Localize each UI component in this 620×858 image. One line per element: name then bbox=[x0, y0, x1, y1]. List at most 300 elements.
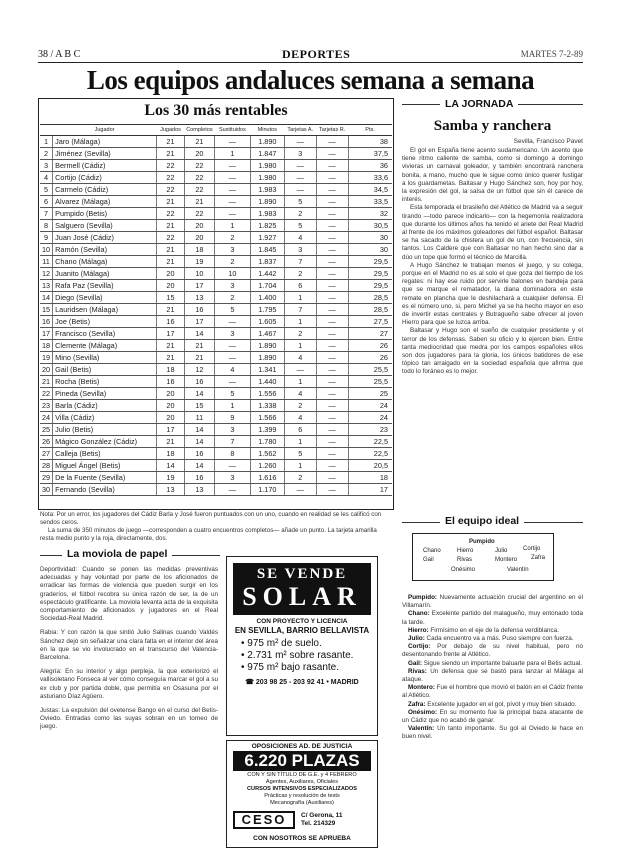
table-cell: — bbox=[284, 160, 316, 172]
table-cell: 17 bbox=[157, 424, 185, 436]
table-cell: 30 bbox=[348, 244, 392, 256]
table-cell: 22 bbox=[157, 160, 185, 172]
table-cell: — bbox=[316, 196, 348, 208]
ad-op-logo: CESO bbox=[233, 811, 295, 829]
ideal-r3-3: Zafra bbox=[531, 555, 546, 561]
table-cell: 1 bbox=[284, 292, 316, 304]
table-cell: — bbox=[316, 412, 348, 424]
table-row bbox=[40, 328, 392, 340]
jornada-p3: A Hugo Sánchez le trabajan menos el juego, y su colega, porque en el Madrid no es al solo el que goza del tiempo de los regates: ni hay ese ruido por servirle balones en bandeja para que se marque el rematador, la diana dominadora en este remate en plancha que le deshilachará a cualquier defensa. El es el número uno, si, pero Michel ya se ha hecho mayor en eso de invertir estas centrales y Butragueño sabe ofrecer al joven Hierro para que se luzca arriba. bbox=[402, 261, 583, 327]
table-cell: 3 bbox=[284, 148, 316, 160]
table-cell: 1.890 bbox=[250, 352, 284, 364]
table-cell: 9 bbox=[40, 232, 53, 244]
table-cell: — bbox=[214, 376, 250, 388]
table-cell: 3 bbox=[214, 424, 250, 436]
ad-solar-item1: • 975 m² de suelo. bbox=[241, 638, 322, 649]
table-cell: 29,5 bbox=[348, 256, 392, 268]
ideal-r4-0: Onésimo bbox=[451, 567, 476, 573]
table-cell: 4 bbox=[214, 364, 250, 376]
table-row bbox=[40, 256, 392, 268]
table-row bbox=[40, 448, 392, 460]
table-cell: 30,5 bbox=[348, 220, 392, 232]
table-cell: Jiménez (Sevilla) bbox=[53, 148, 157, 160]
ideal-comment-text: Excelente partido del malagueño, muy entonado toda la tarde. bbox=[402, 610, 583, 626]
table-row bbox=[40, 244, 392, 256]
table-cell: 24 bbox=[348, 412, 392, 424]
col-played: Jugados bbox=[157, 125, 185, 136]
ranking-header-row bbox=[40, 125, 392, 136]
table-cell: 13 bbox=[157, 484, 185, 496]
table-cell: 25 bbox=[40, 424, 53, 436]
table-cell: Juan José (Cádiz) bbox=[53, 232, 157, 244]
table-cell: — bbox=[284, 484, 316, 496]
table-row bbox=[40, 304, 392, 316]
ideal-comment-text: Sigue siendo un importante baluarte para el Betis actual. bbox=[422, 659, 582, 667]
ideal-comment-text: Excelente jugador en el gol, pívot y muy bien situado. bbox=[425, 700, 577, 708]
moviola-p1: Deportividad: Cuando se ponen las medidas preventivas adecuadas y hay voluntad por parte de los aficionados de erradicar las formas de violencia que pueden surgir en los graderíos, el fútbol recobra su única razón de ser, la de un espectáculo gratificante. La moviola levanta acta de la exquisita comportamiento de aficionados y jugadores en el Real Sociedad-Real Madrid. bbox=[40, 566, 218, 623]
ranking-table bbox=[40, 124, 392, 496]
table-row bbox=[40, 184, 392, 196]
table-cell: 12 bbox=[40, 268, 53, 280]
table-cell: 14 bbox=[40, 292, 53, 304]
table-cell: — bbox=[316, 388, 348, 400]
table-cell: 1.837 bbox=[250, 256, 284, 268]
table-cell: 13 bbox=[184, 484, 214, 496]
table-cell: 20 bbox=[184, 232, 214, 244]
ideal-comment-player: Chano: bbox=[408, 610, 430, 618]
table-cell: 1.780 bbox=[250, 436, 284, 448]
table-cell: 5 bbox=[284, 220, 316, 232]
ideal-comment bbox=[402, 643, 583, 659]
table-cell: 21 bbox=[157, 244, 185, 256]
table-cell: 4 bbox=[284, 388, 316, 400]
table-cell: 17 bbox=[184, 316, 214, 328]
table-cell: 5 bbox=[284, 448, 316, 460]
table-cell: 1 bbox=[214, 400, 250, 412]
table-cell: 1.399 bbox=[250, 424, 284, 436]
ideal-comment bbox=[402, 635, 583, 643]
table-cell: Mágico González (Cádiz) bbox=[53, 436, 157, 448]
table-cell: — bbox=[316, 280, 348, 292]
ideal-comment bbox=[402, 725, 583, 741]
table-cell: Cortijo (Cádiz) bbox=[53, 172, 157, 184]
table-cell: 2 bbox=[284, 208, 316, 220]
table-cell: 20 bbox=[157, 412, 185, 424]
table-cell: 21 bbox=[157, 148, 185, 160]
ideal-r2-1: Hierro bbox=[457, 548, 474, 554]
table-cell: 22 bbox=[40, 388, 53, 400]
ad-op-address: C/ Gerona, 11 bbox=[301, 812, 343, 819]
table-cell: 29,5 bbox=[348, 280, 392, 292]
table-cell: 2 bbox=[284, 268, 316, 280]
ranking-notes bbox=[40, 511, 392, 543]
table-cell: — bbox=[316, 292, 348, 304]
table-cell: — bbox=[284, 172, 316, 184]
table-cell: Rafa Paz (Sevilla) bbox=[53, 280, 157, 292]
table-cell: Salguero (Sevilla) bbox=[53, 220, 157, 232]
table-cell: 17 bbox=[348, 484, 392, 496]
table-cell: Mino (Sevilla) bbox=[53, 352, 157, 364]
table-cell: — bbox=[316, 472, 348, 484]
table-cell: 1.566 bbox=[250, 412, 284, 424]
table-cell: 2 bbox=[284, 472, 316, 484]
table-row bbox=[40, 376, 392, 388]
table-cell: 21 bbox=[157, 340, 185, 352]
ideal-gk: Pumpido bbox=[469, 539, 495, 545]
table-cell: Alvarez (Málaga) bbox=[53, 196, 157, 208]
table-cell: 6 bbox=[284, 280, 316, 292]
table-cell: 36 bbox=[348, 160, 392, 172]
table-cell: 22 bbox=[157, 184, 185, 196]
table-row bbox=[40, 364, 392, 376]
ad-solar-line3: CON PROYECTO Y LICENCIA bbox=[256, 618, 348, 625]
table-cell: 27,5 bbox=[348, 316, 392, 328]
ad-op-line2: 6.220 PLAZAS bbox=[233, 751, 371, 771]
table-cell: 22 bbox=[184, 184, 214, 196]
table-cell: 17 bbox=[157, 328, 185, 340]
table-cell: — bbox=[316, 340, 348, 352]
ideal-comment bbox=[402, 610, 583, 626]
table-cell: 1.890 bbox=[250, 136, 284, 148]
jornada-title: Samba y ranchera bbox=[433, 118, 552, 134]
table-cell: 18 bbox=[40, 340, 53, 352]
table-cell: 20 bbox=[184, 220, 214, 232]
table-cell: 1 bbox=[284, 460, 316, 472]
table-cell: 30 bbox=[348, 232, 392, 244]
ideal-comment-player: Onésimo: bbox=[408, 708, 438, 716]
table-row bbox=[40, 232, 392, 244]
table-cell: 19 bbox=[184, 256, 214, 268]
col-yellow: Tarjetas A. bbox=[284, 125, 316, 136]
table-cell: — bbox=[214, 208, 250, 220]
table-cell: Juanito (Málaga) bbox=[53, 268, 157, 280]
table-row bbox=[40, 268, 392, 280]
table-cell: Miguel Ángel (Betis) bbox=[53, 460, 157, 472]
ideal-comment bbox=[402, 668, 583, 684]
ad-solar-item2: • 2.731 m² sobre rasante. bbox=[241, 650, 354, 661]
table-cell: 2 bbox=[284, 400, 316, 412]
table-cell: Francisco (Sevilla) bbox=[53, 328, 157, 340]
ad-op-line6: Prácticas y resolución de tests bbox=[264, 793, 340, 799]
table-cell: — bbox=[214, 196, 250, 208]
table-cell: 20 bbox=[157, 388, 185, 400]
table-cell: 3 bbox=[284, 244, 316, 256]
table-cell: Bermell (Cádiz) bbox=[53, 160, 157, 172]
table-cell: — bbox=[214, 352, 250, 364]
table-cell: 20 bbox=[157, 400, 185, 412]
table-cell: 23 bbox=[348, 424, 392, 436]
table-cell: 6 bbox=[284, 424, 316, 436]
table-cell: 18 bbox=[184, 244, 214, 256]
table-cell: 7 bbox=[214, 436, 250, 448]
ideal-comment-text: En su momento fue la principal baza atacante de un Cádiz que no acabó de ganar. bbox=[402, 708, 583, 725]
ideal-comment-text: Por debajo de su nivel habitual, pero no desentonando frente al Atlético. bbox=[402, 643, 583, 659]
table-cell: 3 bbox=[214, 280, 250, 292]
table-row bbox=[40, 148, 392, 160]
table-row bbox=[40, 136, 392, 148]
table-cell: 2 bbox=[214, 256, 250, 268]
table-cell: — bbox=[316, 376, 348, 388]
table-cell: 1.795 bbox=[250, 304, 284, 316]
table-cell: Villa (Cádiz) bbox=[53, 412, 157, 424]
ad-op-line7: Mecanografía (Auxiliares) bbox=[270, 800, 334, 806]
ad-solar-phone: ☎ 203 98 25 - 203 92 41 • MADRID bbox=[245, 679, 359, 686]
table-row bbox=[40, 400, 392, 412]
table-cell: Clemente (Málaga) bbox=[53, 340, 157, 352]
table-cell: — bbox=[284, 136, 316, 148]
table-cell: — bbox=[214, 172, 250, 184]
table-cell: Barla (Cádiz) bbox=[53, 400, 157, 412]
table-cell: 21 bbox=[157, 256, 185, 268]
table-cell: — bbox=[316, 304, 348, 316]
moviola-p4: Justas: La expulsión del ovetense Bango en el curso del Betis-Oviedo. Entradas como las suyas sobran en un torneo de juego. bbox=[40, 707, 218, 731]
table-cell: 1.605 bbox=[250, 316, 284, 328]
table-cell: 21 bbox=[157, 196, 185, 208]
table-cell: — bbox=[214, 460, 250, 472]
table-row bbox=[40, 460, 392, 472]
ideal-comment bbox=[402, 701, 583, 709]
ideal-comments bbox=[402, 594, 583, 742]
ad-solar-line4: EN SEVILLA, BARRIO BELLAVISTA bbox=[234, 626, 370, 635]
table-cell: — bbox=[316, 172, 348, 184]
table-cell: 6 bbox=[40, 196, 53, 208]
ideal-comment-player: Julio: bbox=[408, 635, 425, 643]
table-cell: 20 bbox=[40, 364, 53, 376]
table-cell: 1.704 bbox=[250, 280, 284, 292]
table-cell: 4 bbox=[284, 352, 316, 364]
table-cell: 20 bbox=[184, 148, 214, 160]
table-cell: 4 bbox=[284, 412, 316, 424]
table-cell: 17 bbox=[40, 328, 53, 340]
table-cell: Jaro (Málaga) bbox=[53, 136, 157, 148]
table-row bbox=[40, 280, 392, 292]
col-subs: Sustituidos bbox=[214, 125, 250, 136]
table-row bbox=[40, 220, 392, 232]
table-cell: 1 bbox=[40, 136, 53, 148]
table-cell: 28,5 bbox=[348, 292, 392, 304]
table-cell: 5 bbox=[214, 388, 250, 400]
table-cell: 13 bbox=[40, 280, 53, 292]
table-cell: 1.260 bbox=[250, 460, 284, 472]
ad-op-line3: CON Y SIN TÍTULO DE G.E. y 4 FEBRERO bbox=[247, 772, 357, 778]
ideal-r4-1: Valentín bbox=[507, 567, 529, 573]
ideal-comment bbox=[402, 709, 583, 725]
ranking-title: Los 30 más rentables bbox=[144, 102, 288, 119]
table-cell: 1.983 bbox=[250, 208, 284, 220]
table-cell: Chano (Málaga) bbox=[53, 256, 157, 268]
table-cell: 22 bbox=[184, 208, 214, 220]
col-points: Pts. bbox=[348, 125, 392, 136]
table-cell: Lauridsen (Málaga) bbox=[53, 304, 157, 316]
table-cell: 27 bbox=[348, 328, 392, 340]
table-cell: — bbox=[316, 436, 348, 448]
table-cell: 28,5 bbox=[348, 304, 392, 316]
table-cell: 26 bbox=[348, 340, 392, 352]
table-cell: 29 bbox=[40, 472, 53, 484]
table-row bbox=[40, 424, 392, 436]
table-cell: — bbox=[316, 400, 348, 412]
ad-solar-item3: • 975 m² bajo rasante. bbox=[241, 662, 339, 673]
ideal-comment-text: Un tanto importante. Su gol al Oviedo le hace en buen nivel. bbox=[402, 725, 583, 741]
table-cell: 1.825 bbox=[250, 220, 284, 232]
jornada-p4: Baltasar y Hugo son el sueño de cualquier presidente y el terror de los defensas. Saben su oficio y lo ejercen bien. Entre tanta mediocridad que medra por los campos españoles ellos son dos jugadores para la gloria, los únicos batidores de ese tópico tan arraigado en la sociedad española que afirma que todo lo foráneo es lo mejor. bbox=[402, 327, 583, 376]
ideal-comment bbox=[402, 684, 583, 700]
table-cell: 20 bbox=[157, 280, 185, 292]
table-cell: 5 bbox=[284, 196, 316, 208]
table-cell: 22 bbox=[157, 232, 185, 244]
table-cell: 2 bbox=[214, 292, 250, 304]
table-cell: 1.338 bbox=[250, 400, 284, 412]
table-cell: — bbox=[316, 160, 348, 172]
table-cell: 33,6 bbox=[348, 172, 392, 184]
table-cell: — bbox=[316, 244, 348, 256]
ranking-note-1: Nota: Por un error, los jugadores del Cádiz Barla y José fueron puntuados con un uno, cuando en realidad se les calificó con sendos ceros. bbox=[40, 511, 382, 526]
ideal-comment-text: Firmísimo en el eje de la defensa verdiblanca. bbox=[428, 626, 559, 634]
table-row bbox=[40, 292, 392, 304]
table-cell: 7 bbox=[284, 304, 316, 316]
table-cell: 16 bbox=[184, 472, 214, 484]
table-cell: 21 bbox=[184, 136, 214, 148]
table-cell: — bbox=[316, 220, 348, 232]
table-cell: 30 bbox=[40, 484, 53, 496]
table-row bbox=[40, 340, 392, 352]
main-headline: Los equipos andaluces semana a semana bbox=[86, 65, 535, 95]
table-cell: Carmelo (Cádiz) bbox=[53, 184, 157, 196]
ad-op-line1: OPOSICIONES AD. DE JUSTICIA bbox=[251, 743, 353, 750]
table-cell: 15 bbox=[184, 400, 214, 412]
ideal-comment-text: Nuevamente actuación crucial del argentino en el Villamarín. bbox=[402, 594, 583, 610]
table-cell: — bbox=[316, 328, 348, 340]
ideal-r3-0: Gail bbox=[423, 557, 434, 563]
table-cell: 27 bbox=[40, 448, 53, 460]
table-cell: 3 bbox=[214, 328, 250, 340]
table-cell: 1.927 bbox=[250, 232, 284, 244]
table-cell: — bbox=[316, 460, 348, 472]
table-cell: 4 bbox=[284, 232, 316, 244]
table-cell: — bbox=[214, 484, 250, 496]
table-cell: 16 bbox=[157, 376, 185, 388]
issue-date: MARTES 7-2-89 bbox=[520, 49, 583, 59]
table-cell: 22 bbox=[184, 160, 214, 172]
table-cell: 18 bbox=[157, 364, 185, 376]
table-cell: 4 bbox=[40, 172, 53, 184]
table-cell: 3 bbox=[214, 244, 250, 256]
table-cell: 1.980 bbox=[250, 160, 284, 172]
jornada-kicker: LA JORNADA bbox=[440, 98, 518, 110]
ideal-r3-1: Rivas bbox=[457, 557, 473, 563]
ad-solar-line2: SOLAR bbox=[242, 582, 362, 611]
table-cell: 1 bbox=[284, 376, 316, 388]
table-cell: 1.400 bbox=[250, 292, 284, 304]
table-cell: 20,5 bbox=[348, 460, 392, 472]
table-cell: 1.170 bbox=[250, 484, 284, 496]
table-cell: 19 bbox=[40, 352, 53, 364]
table-cell: 24 bbox=[40, 412, 53, 424]
table-cell: Joe (Betis) bbox=[53, 316, 157, 328]
table-row bbox=[40, 352, 392, 364]
table-cell: 19 bbox=[157, 472, 185, 484]
table-cell: 34,5 bbox=[348, 184, 392, 196]
table-cell: De la Fuente (Sevilla) bbox=[53, 472, 157, 484]
table-cell: 18 bbox=[157, 448, 185, 460]
table-cell: 14 bbox=[184, 424, 214, 436]
jornada-p1: El gol en España tiene acento sudamericano. Un acento que tiene ritmo caliente de samba, como si domingo a domingo vivieras un carnaval goleador, y también encontrará ranchera bonita, a mano, mucho que le sigue como único querer fustigar a los guardametas. Baltasar y Hugo Sánchez son, hoy por hoy, la expresión del gol, la salsa de un fútbol que sin él carece de interés. bbox=[402, 147, 583, 204]
table-cell: 22 bbox=[184, 172, 214, 184]
table-cell: 21 bbox=[184, 340, 214, 352]
ad-op-phone: Tel. 214329 bbox=[301, 820, 336, 827]
ideal-comment-text: Cada encuentro va a más. Puso siempre con fuerza. bbox=[424, 635, 574, 643]
table-cell: 11 bbox=[40, 256, 53, 268]
table-cell: — bbox=[214, 184, 250, 196]
table-cell: 1 bbox=[284, 436, 316, 448]
table-cell: 22,5 bbox=[348, 448, 392, 460]
table-cell: 16 bbox=[184, 448, 214, 460]
table-cell: 21 bbox=[157, 436, 185, 448]
table-cell: 21 bbox=[184, 196, 214, 208]
table-cell: 1 bbox=[284, 316, 316, 328]
table-cell: 1.341 bbox=[250, 364, 284, 376]
table-cell: — bbox=[214, 340, 250, 352]
page-number: 38 / A B C bbox=[38, 49, 81, 60]
table-cell: 5 bbox=[40, 184, 53, 196]
table-cell: — bbox=[316, 136, 348, 148]
table-cell: Julio (Betis) bbox=[53, 424, 157, 436]
table-cell: 21 bbox=[157, 352, 185, 364]
table-row bbox=[40, 316, 392, 328]
table-cell: 21 bbox=[40, 376, 53, 388]
ideal-comment-text: Un defensa que se bastó para lanzar al Málaga al ataque. bbox=[402, 667, 583, 684]
table-row bbox=[40, 388, 392, 400]
table-cell: — bbox=[316, 484, 348, 496]
ranking-note-2: La suma de 350 minutos de juego —corresponden a cuatro encuentros completos— añade un punto. La tarjeta amarilla resta medio punto y la roja, directamente, dos. bbox=[40, 527, 377, 542]
table-cell: 14 bbox=[184, 328, 214, 340]
table-cell: — bbox=[214, 160, 250, 172]
table-cell: 29,5 bbox=[348, 268, 392, 280]
table-cell: — bbox=[316, 208, 348, 220]
table-cell: 8 bbox=[214, 448, 250, 460]
table-cell: 13 bbox=[184, 292, 214, 304]
table-cell: — bbox=[316, 148, 348, 160]
table-cell: 21 bbox=[157, 220, 185, 232]
ideal-comment bbox=[402, 594, 583, 610]
table-cell: 1.890 bbox=[250, 196, 284, 208]
ideal-comment-player: Rivas: bbox=[408, 667, 427, 675]
table-cell: 16 bbox=[184, 304, 214, 316]
section-title: DEPORTES bbox=[282, 47, 351, 61]
table-cell: 20 bbox=[157, 268, 185, 280]
table-cell: 14 bbox=[184, 460, 214, 472]
table-row bbox=[40, 172, 392, 184]
table-cell: Pumpido (Betis) bbox=[53, 208, 157, 220]
page-header bbox=[38, 47, 583, 63]
table-cell: — bbox=[316, 184, 348, 196]
moviola-title: La moviola de papel bbox=[62, 548, 172, 560]
table-cell: — bbox=[316, 364, 348, 376]
table-row bbox=[40, 160, 392, 172]
ad-solar bbox=[226, 556, 378, 736]
table-cell: 14 bbox=[184, 436, 214, 448]
table-cell: 1.467 bbox=[250, 328, 284, 340]
table-cell: Pineda (Sevilla) bbox=[53, 388, 157, 400]
ideal-r2-0: Chano bbox=[423, 548, 441, 554]
ideal-comment bbox=[402, 660, 583, 668]
table-cell: 25,5 bbox=[348, 376, 392, 388]
table-cell: 18 bbox=[348, 472, 392, 484]
table-cell: 1.556 bbox=[250, 388, 284, 400]
table-cell: 10 bbox=[214, 268, 250, 280]
ideal-comment bbox=[402, 627, 583, 635]
ad-op-line5: CURSOS INTENSIVOS ESPECIALIZADOS bbox=[246, 786, 358, 792]
